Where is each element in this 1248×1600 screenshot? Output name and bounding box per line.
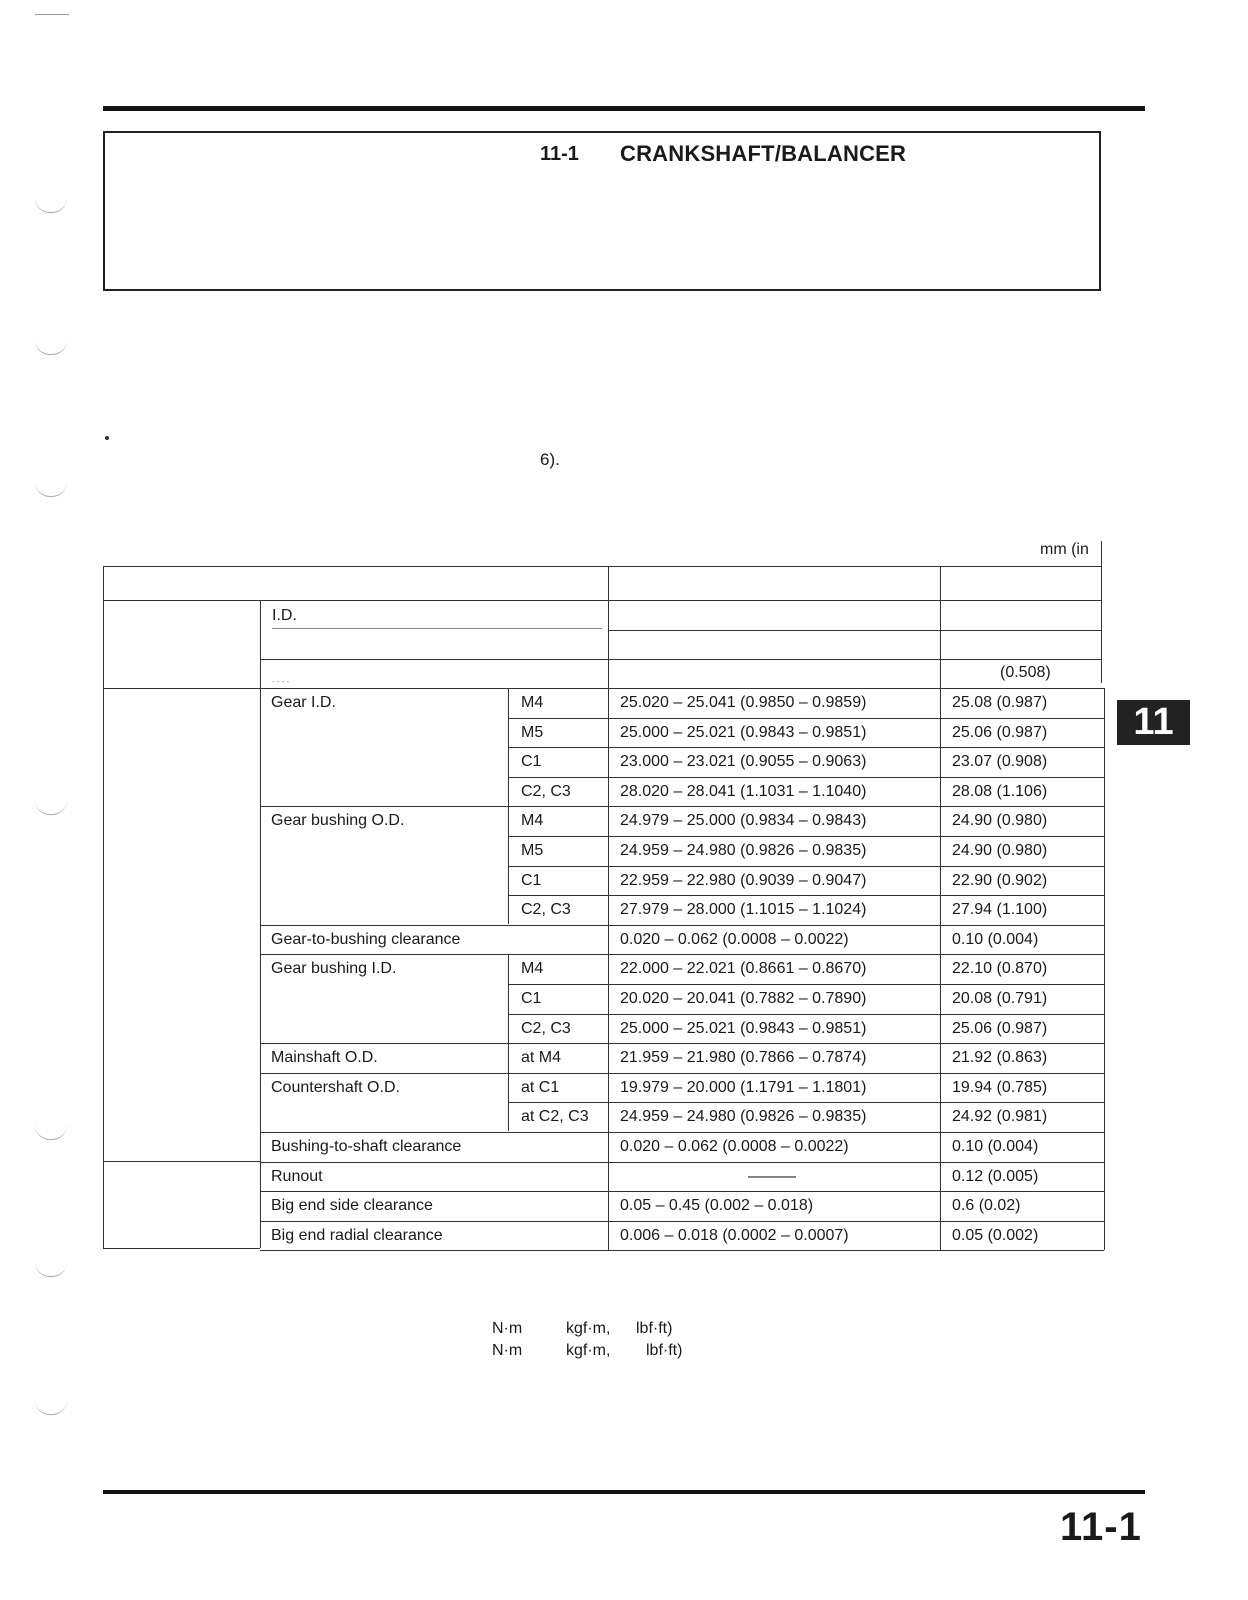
spec-standard: 23.000 – 23.021 (0.9055 – 0.9063) bbox=[620, 753, 867, 770]
spec-limit: 23.07 (0.908) bbox=[952, 753, 1048, 770]
table-rule bbox=[608, 630, 1101, 631]
spec-standard: 19.979 – 20.000 (1.1791 – 1.1801) bbox=[620, 1079, 867, 1096]
spec-limit: 25.06 (0.987) bbox=[952, 1020, 1048, 1037]
table-rule bbox=[508, 895, 1104, 896]
spec-sub-item: M4 bbox=[521, 694, 544, 711]
table-rule bbox=[508, 866, 1104, 867]
spec-standard: 24.979 – 25.000 (0.9834 – 0.9843) bbox=[620, 812, 867, 829]
spec-standard: 27.979 – 28.000 (1.1015 – 1.1024) bbox=[620, 901, 867, 918]
spec-standard: 25.020 – 25.041 (0.9850 – 0.9859) bbox=[620, 694, 867, 711]
spec-sub-item: M4 bbox=[521, 960, 544, 977]
spec-limit: 21.92 (0.863) bbox=[952, 1049, 1048, 1066]
spec-limit: 24.92 (0.981) bbox=[952, 1108, 1048, 1125]
spec-item: Big end radial clearance bbox=[271, 1227, 443, 1244]
faded-text: - - - - bbox=[272, 677, 290, 686]
spec-sub-item: M4 bbox=[521, 812, 544, 829]
spec-standard: 0.006 – 0.018 (0.0002 – 0.0007) bbox=[620, 1227, 849, 1244]
table-rule bbox=[260, 1191, 1104, 1192]
table-rule bbox=[260, 600, 261, 1248]
binder-mark bbox=[35, 1125, 67, 1140]
table-rule bbox=[272, 628, 602, 629]
units-label: mm (in bbox=[1040, 541, 1089, 558]
table-rule bbox=[508, 1014, 1104, 1015]
spec-item: Bushing-to-shaft clearance bbox=[271, 1138, 462, 1155]
spec-item: Runout bbox=[271, 1168, 323, 1185]
spec-standard: 21.959 – 21.980 (0.7866 – 0.7874) bbox=[620, 1049, 867, 1066]
spec-limit: 22.90 (0.902) bbox=[952, 872, 1048, 889]
table-rule bbox=[940, 566, 941, 1250]
table-rule bbox=[1101, 541, 1102, 683]
spec-sub-item: C2, C3 bbox=[521, 901, 571, 918]
table-rule bbox=[260, 806, 1104, 807]
spec-limit: 25.08 (0.987) bbox=[952, 694, 1048, 711]
binder-mark bbox=[35, 14, 69, 15]
spec-sub-item: C2, C3 bbox=[521, 1020, 571, 1037]
header-rule bbox=[103, 106, 1145, 111]
table-rule bbox=[608, 566, 609, 1250]
spec-sub-item: M5 bbox=[521, 724, 544, 741]
contents-box bbox=[103, 131, 1101, 291]
table-rule bbox=[508, 836, 1104, 837]
spec-sub-item: M5 bbox=[521, 842, 544, 859]
spec-item: Big end side clearance bbox=[271, 1197, 433, 1214]
table-rule bbox=[103, 1248, 260, 1249]
torque-unit: lbf·ft) bbox=[646, 1342, 683, 1359]
spec-limit: 0.10 (0.004) bbox=[952, 931, 1039, 948]
table-rule bbox=[508, 718, 1104, 719]
spec-limit: 0.12 (0.005) bbox=[952, 1168, 1039, 1185]
binder-mark bbox=[35, 1262, 67, 1277]
section-title[interactable]: CRANKSHAFT/BALANCER bbox=[620, 141, 907, 166]
torque-unit: kgf·m, bbox=[566, 1342, 611, 1359]
spec-limit: 0.05 (0.002) bbox=[952, 1227, 1039, 1244]
spec-item: Mainshaft O.D. bbox=[271, 1049, 378, 1066]
section-tab[interactable]: 11 bbox=[1117, 700, 1190, 745]
spec-limit: 28.08 (1.106) bbox=[952, 783, 1048, 800]
spec-limit: 22.10 (0.870) bbox=[952, 960, 1048, 977]
table-rule bbox=[508, 1102, 1104, 1103]
spec-limit: 0.6 (0.02) bbox=[952, 1197, 1021, 1214]
binder-mark bbox=[35, 340, 67, 355]
spec-limit: 19.94 (0.785) bbox=[952, 1079, 1048, 1096]
spec-limit: 27.94 (1.100) bbox=[952, 901, 1048, 918]
page-number: 11-1 bbox=[1060, 1505, 1142, 1549]
table-rule bbox=[508, 747, 1104, 748]
binder-mark bbox=[35, 198, 67, 213]
spec-sub-item: C1 bbox=[521, 753, 542, 770]
spec-standard: 0.020 – 0.062 (0.0008 – 0.0022) bbox=[620, 1138, 849, 1155]
torque-unit: N·m bbox=[492, 1342, 523, 1359]
spec-sub-item: at C1 bbox=[521, 1079, 560, 1096]
table-rule bbox=[103, 1161, 260, 1162]
table-rule bbox=[260, 954, 1104, 955]
table-rule bbox=[103, 566, 1101, 567]
binder-mark bbox=[35, 482, 67, 497]
spec-limit: 0.10 (0.004) bbox=[952, 1138, 1039, 1155]
spec-standard: 25.000 – 25.021 (0.9843 – 0.9851) bbox=[620, 1020, 867, 1037]
table-rule bbox=[260, 1250, 1104, 1251]
spec-item: Gear bushing I.D. bbox=[271, 960, 397, 977]
spec-item: Gear-to-bushing clearance bbox=[271, 931, 461, 948]
spec-standard: 20.020 – 20.041 (0.7882 – 0.7890) bbox=[620, 990, 867, 1007]
spec-standard: 22.000 – 22.021 (0.8661 – 0.8670) bbox=[620, 960, 867, 977]
table-rule bbox=[260, 1073, 1104, 1074]
spec-limit: 25.06 (0.987) bbox=[952, 724, 1048, 741]
spec-item: Gear bushing O.D. bbox=[271, 812, 405, 829]
binder-mark bbox=[35, 1400, 67, 1415]
torque-unit: lbf·ft) bbox=[636, 1320, 673, 1337]
table-rule bbox=[260, 925, 1104, 926]
table-rule bbox=[260, 1043, 1104, 1044]
table-rule bbox=[103, 600, 1101, 601]
table-rule bbox=[508, 984, 1104, 985]
spec-sub-item: at M4 bbox=[521, 1049, 562, 1066]
spec-standard: 0.020 – 0.062 (0.0008 – 0.0022) bbox=[620, 931, 849, 948]
torque-unit: N·m bbox=[492, 1320, 523, 1337]
top-row-limit: (0.508) bbox=[1000, 664, 1051, 681]
spec-limit: 20.08 (0.791) bbox=[952, 990, 1048, 1007]
table-rule bbox=[260, 1132, 1104, 1133]
spec-item: Countershaft O.D. bbox=[271, 1079, 400, 1096]
spec-limit: 24.90 (0.980) bbox=[952, 812, 1048, 829]
spec-limit: 24.90 (0.980) bbox=[952, 842, 1048, 859]
table-rule bbox=[508, 777, 1104, 778]
top-row-label: I.D. bbox=[272, 607, 297, 624]
spec-standard: 24.959 – 24.980 (0.9826 – 0.9835) bbox=[620, 842, 867, 859]
table-rule bbox=[103, 566, 104, 1248]
spec-standard: ——— bbox=[748, 1168, 796, 1185]
section-number: 11-1 bbox=[540, 143, 579, 165]
spec-standard: 0.05 – 0.45 (0.002 – 0.018) bbox=[620, 1197, 814, 1214]
table-rule bbox=[103, 688, 1105, 689]
binder-mark bbox=[35, 800, 67, 815]
spec-standard: 25.000 – 25.021 (0.9843 – 0.9851) bbox=[620, 724, 867, 741]
torque-unit: kgf·m, bbox=[566, 1320, 611, 1337]
spec-sub-item: C2, C3 bbox=[521, 783, 571, 800]
table-rule bbox=[260, 1162, 1104, 1163]
spec-sub-item: at C2, C3 bbox=[521, 1108, 589, 1125]
spec-sub-item: C1 bbox=[521, 872, 542, 889]
bullet bbox=[105, 436, 109, 440]
spec-standard: 28.020 – 28.041 (1.1031 – 1.1040) bbox=[620, 783, 867, 800]
table-rule bbox=[260, 1221, 1104, 1222]
text-fragment: 6). bbox=[540, 450, 560, 469]
spec-item: Gear I.D. bbox=[271, 694, 336, 711]
footer-rule bbox=[103, 1490, 1145, 1494]
spec-standard: 24.959 – 24.980 (0.9826 – 0.9835) bbox=[620, 1108, 867, 1125]
spec-standard: 22.959 – 22.980 (0.9039 – 0.9047) bbox=[620, 872, 867, 889]
spec-sub-item: C1 bbox=[521, 990, 542, 1007]
table-rule bbox=[260, 659, 1101, 660]
table-rule bbox=[1104, 688, 1105, 1250]
